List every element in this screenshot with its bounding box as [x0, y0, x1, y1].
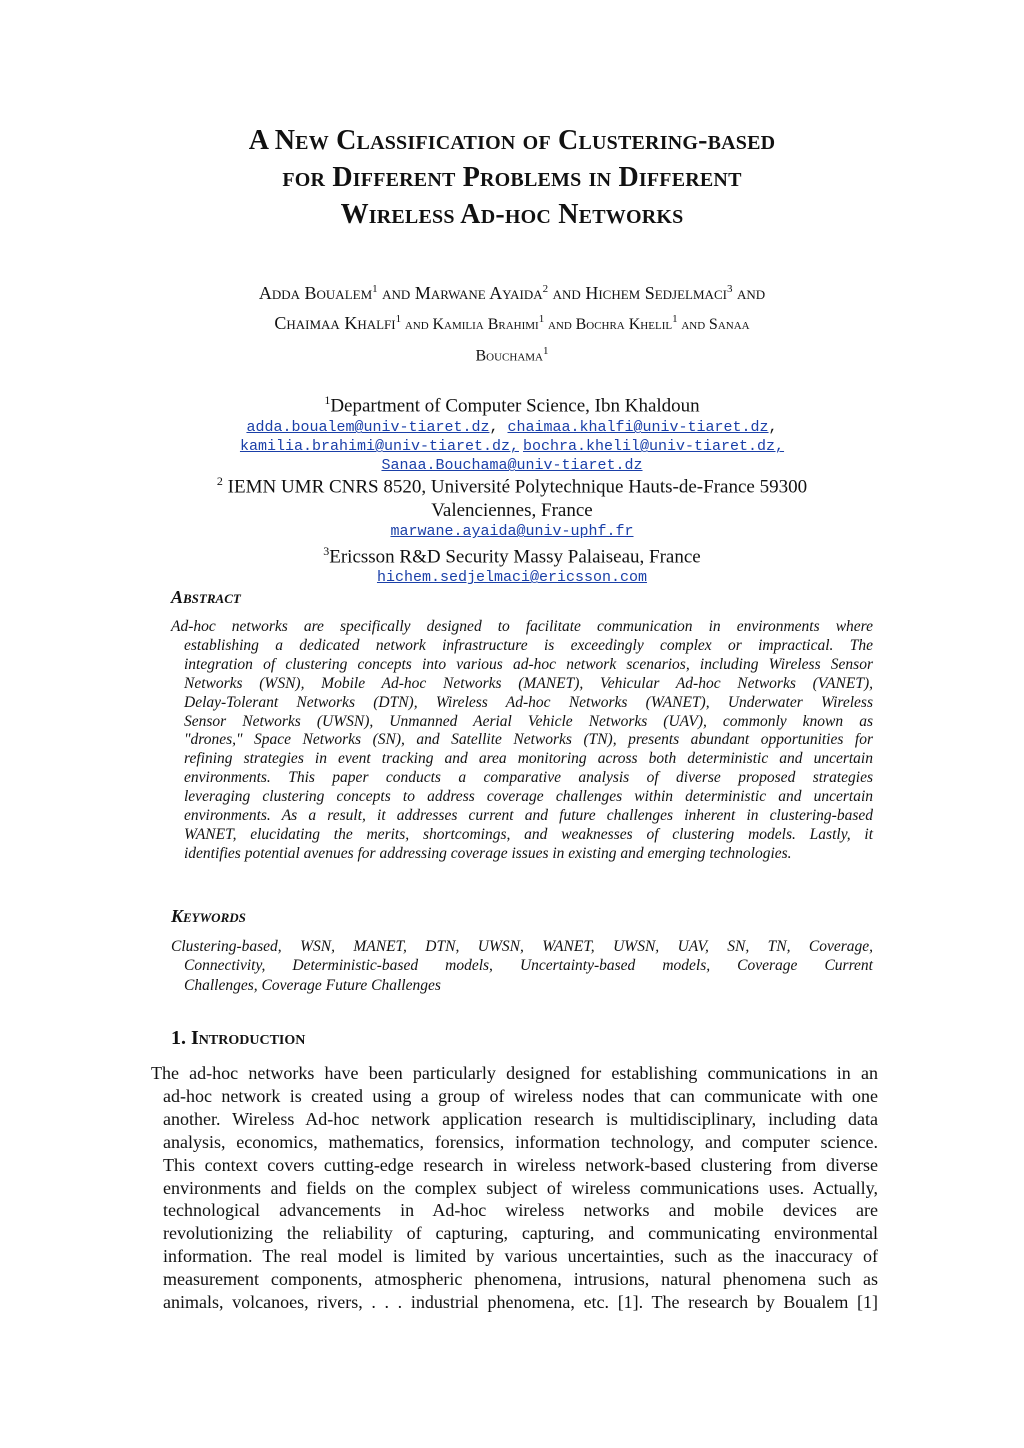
affiliation-name: Ericsson R&D Security Massy Palaiseau, France	[329, 546, 701, 568]
abstract-line: refining strategies in event tracking and area monitoring across both deterministic and uncertain	[184, 750, 873, 768]
author-affiliation-mark: 3	[726, 283, 733, 295]
title-line-3: Wireless Ad-hoc Networks	[340, 199, 684, 230]
abstract-line: leveraging clustering concepts to address coverage challenges within deterministic and uncertain	[184, 788, 873, 806]
email-link[interactable]: Sanaa.Bouchama@univ-tiaret.dz	[381, 457, 643, 475]
abstract-line: environments. As a result, it addresses current and future challenges inherent in clustering-based	[184, 807, 873, 825]
author-line-1	[150, 276, 874, 306]
abstract-body	[171, 618, 873, 864]
author-joiner: and	[677, 317, 709, 333]
affiliation-2	[150, 470, 874, 541]
introduction-line: environments and fields on the complex subject of wireless communications uses. Actually,	[163, 1177, 878, 1198]
keywords-line: Clustering-based, WSN, MANET, DTN, UWSN, WANET, UWSN, UAV, SN, TN, Coverage,	[171, 938, 873, 955]
introduction-line: animals, volcanoes, rivers, . . . industrial phenomena, etc. [1]. The research by Boualem [1]	[163, 1292, 878, 1313]
author-affiliation-mark: 1	[538, 313, 545, 325]
introduction-body	[151, 1062, 878, 1314]
affiliation-1: $^1$Department of Computer Science, Ibn Khaldoun adda.boualem@univ-tiaret.dz, chaimaa.khalfi@univ-tiaret.dz, kamilia.brahimi@univ-tiaret.dz, bochra.khelil@univ-tiaret.dz, Sanaa.Bouchama@univ-tiaret.dz	[239, 393, 785, 475]
author-affiliation-mark: 1	[395, 313, 402, 325]
introduction-heading: 1. Introduction	[171, 1027, 306, 1049]
author-joiner: and	[548, 283, 586, 303]
abstract-line: Networks (WSN), Mobile Ad-hoc Networks (MANET), Vehicular Ad-hoc Networks (VANET),	[184, 674, 873, 692]
title-line-2: for Different Problems in Different	[282, 162, 742, 193]
introduction-line: another. Wireless Ad-hoc network application research is multidisciplinary, including data	[163, 1108, 878, 1129]
introduction-line: technological advancements in Ad-hoc wireless networks and mobile devices are	[163, 1200, 878, 1221]
keywords-body	[171, 937, 873, 995]
email-link[interactable]: kamilia.brahimi@univ-tiaret.dz,	[239, 438, 519, 456]
author-name: Bochra Khelil	[575, 316, 673, 333]
email-link[interactable]: adda.boualem@univ-tiaret.dz	[246, 419, 490, 437]
author-name: Adda Boualem	[258, 283, 373, 303]
introduction-line: measurement components, atmospheric phenomena, intrusions, natural phenomena such as	[163, 1269, 878, 1290]
abstract-heading: Abstract	[171, 587, 241, 607]
abstract-line: identifies potential avenues for addressing coverage issues in existing and emerging technologies.	[184, 844, 792, 862]
abstract-line: WANET, elucidating the merits, shortcomings, and weaknesses of clustering models. Lastly, it	[184, 825, 873, 843]
affiliation-mark: 1	[324, 393, 331, 407]
introduction-line: revolutionizing the reliability of capturing, capturing, and communicating environmental	[163, 1223, 878, 1244]
author-line-2	[150, 306, 874, 338]
author-line-3	[150, 338, 874, 369]
author-joiner: and	[377, 283, 415, 303]
abstract-line: Sensor Networks (UWSN), Unmanned Aerial Vehicle Networks (UAV), commonly known as	[184, 712, 873, 730]
title-line-1: A New Classification of Clustering-based	[248, 125, 776, 156]
author-name: Bouchama	[475, 347, 543, 365]
author-joiner: and	[401, 317, 433, 333]
abstract-line: Delay-Tolerant Networks (DTN), Wireless Ad-hoc Networks (WANET), Underwater Wireless	[184, 693, 873, 711]
abstract-line: environments. This paper conducts a comparative analysis of diverse proposed strategies	[184, 769, 873, 787]
email-link[interactable]: hichem.sedjelmaci@ericsson.com	[376, 569, 648, 587]
email-link[interactable]: bochra.khelil@univ-tiaret.dz,	[523, 438, 785, 456]
keywords-line: Challenges, Coverage Future Challenges	[184, 976, 441, 994]
introduction-line: The ad-hoc networks have been particularly designed for establishing communications in an	[151, 1063, 878, 1083]
introduction-line: ad-hoc network is created using a group of wireless nodes that can communicate with one	[163, 1085, 878, 1106]
author-affiliation-mark: 1	[372, 283, 378, 295]
affiliation-mark: 2	[216, 474, 223, 488]
affiliation-name: IEMN UMR CNRS 8520, Université Polytechnique Hauts-de-France 59300	[222, 476, 808, 498]
paper-title	[120, 122, 904, 233]
abstract-line: integration of clustering concepts into various ad-hoc network scenarios, including Wireless Sensor	[184, 655, 873, 673]
abstract-line: Ad-hoc networks are specifically designed to facilitate communication in environments where	[171, 618, 873, 635]
introduction-line: analysis, economics, mathematics, forensics, information technology, and computer science.	[163, 1131, 878, 1152]
affiliation-3	[150, 540, 874, 587]
author-name: Hichem Sedjelmaci	[585, 283, 727, 303]
keywords-line: Connectivity, Deterministic-based models, Uncertainty-based models, Coverage Current	[184, 957, 873, 975]
author-affiliation-mark: 1	[543, 345, 549, 357]
email-link[interactable]: chaimaa.khalfi@univ-tiaret.dz	[507, 419, 769, 437]
email-link[interactable]: marwane.ayaida@univ-uphf.fr	[390, 523, 634, 541]
affiliation-name: Department of Computer Science, Ibn Khaldoun	[330, 395, 700, 417]
affiliation-mark: 3	[323, 544, 330, 558]
abstract-line: establishing a dedicated network infrastructure is exceedingly complex or impractical. The	[184, 636, 873, 654]
introduction-line: information. The real model is limited by various uncertainties, such as the inaccuracy of	[163, 1246, 878, 1267]
abstract-line: "drones," Space Networks (SN), and Satellite Networks (TN), presents abundant opportunities for	[184, 731, 873, 749]
author-name: Chaimaa Khalfi	[274, 313, 396, 333]
author-joiner: and	[732, 283, 766, 303]
author-affiliation-mark: 1	[672, 313, 678, 325]
introduction-line: This context covers cutting-edge research in wireless network-based clustering from diverse	[163, 1154, 878, 1175]
author-list	[150, 276, 874, 369]
affiliation-location: Valenciennes, France	[431, 500, 593, 522]
author-affiliation-mark: 2	[542, 283, 549, 295]
author-joiner: and	[544, 317, 576, 333]
author-name: Kamilia Brahimi	[432, 316, 539, 333]
author-name: Sanaa	[708, 316, 750, 333]
keywords-heading: Keywords	[171, 906, 246, 926]
author-name: Marwane Ayaida	[414, 283, 543, 303]
